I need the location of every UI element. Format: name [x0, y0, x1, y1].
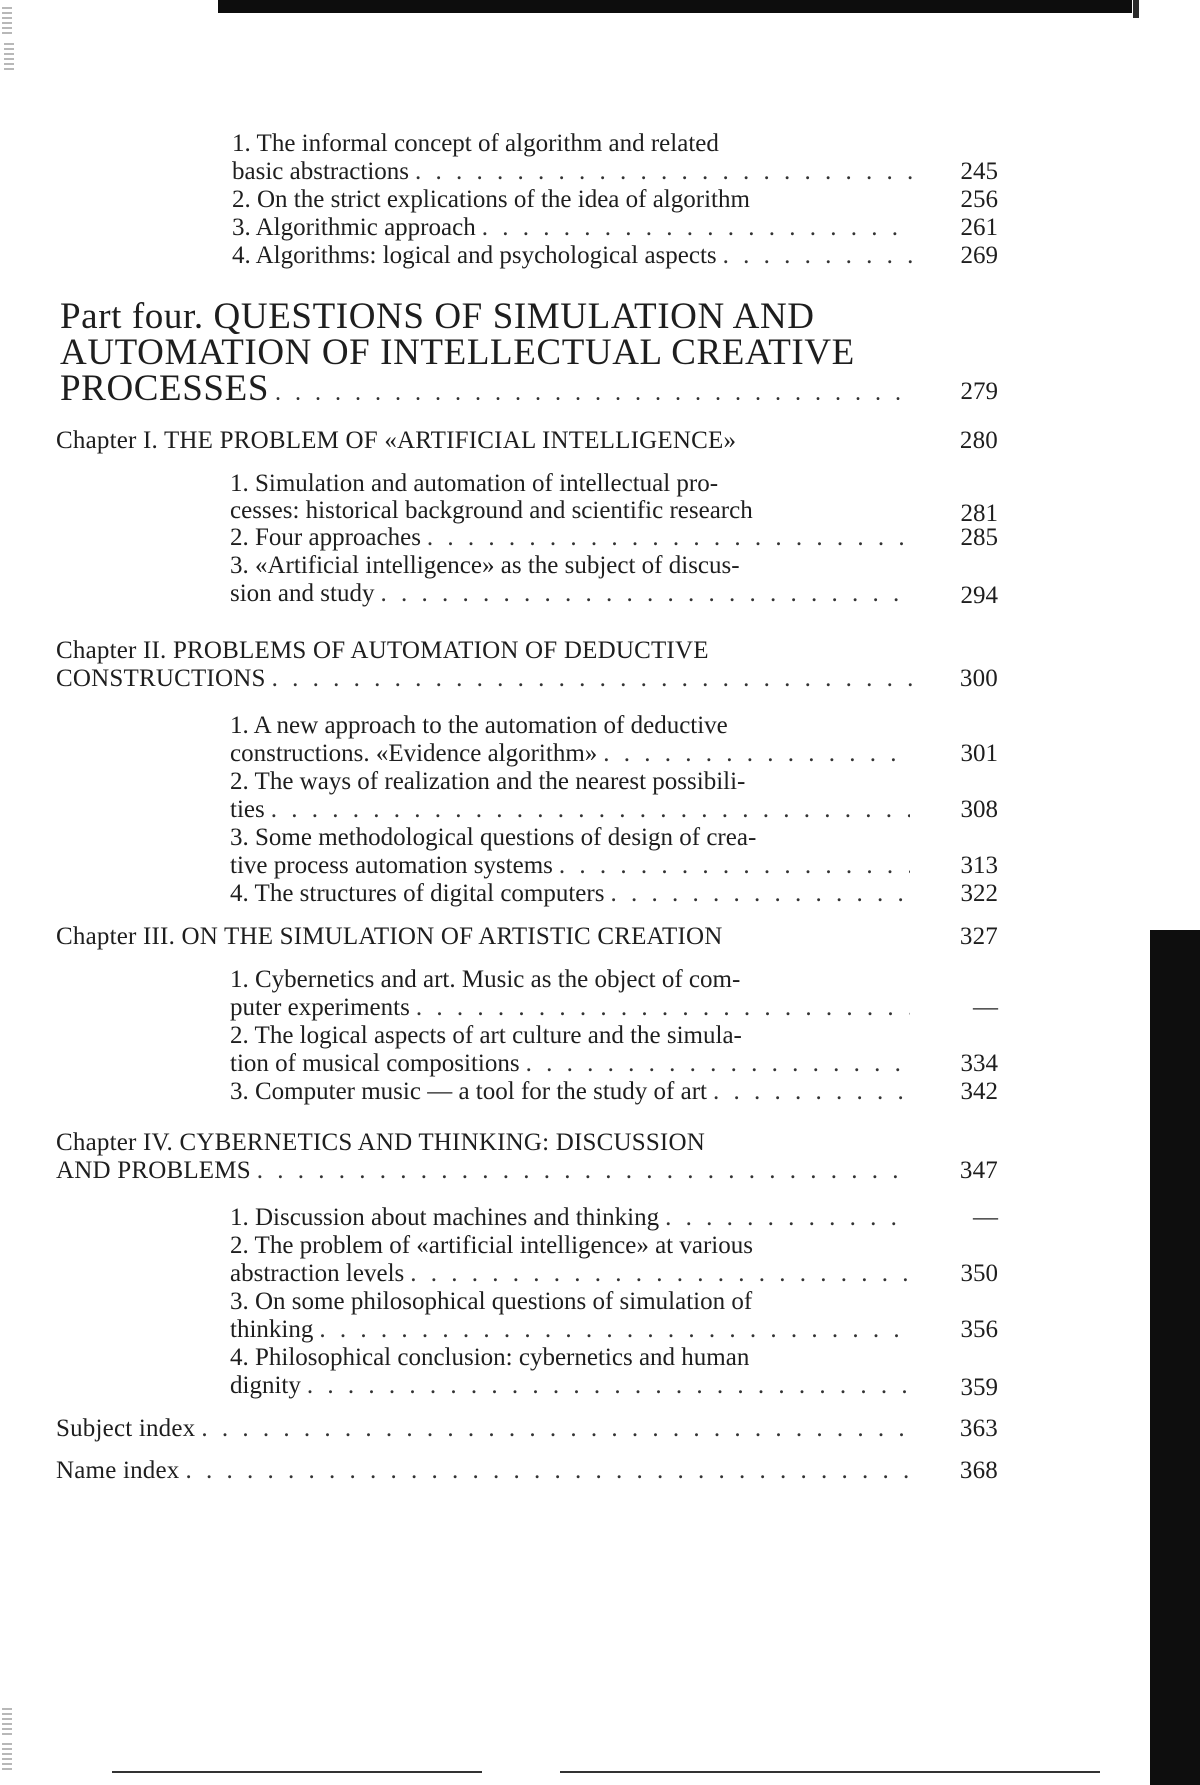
- leader-dots: [272, 664, 912, 693]
- leader-dots: [526, 1050, 910, 1078]
- toc-entry-line: abstraction levels: [230, 1260, 405, 1287]
- scan-noise: [2, 1740, 12, 1770]
- leader-dots: [723, 242, 912, 270]
- page-number: 301: [960, 740, 998, 767]
- scan-noise: [2, 1705, 12, 1735]
- scan-right-edge: [1150, 930, 1200, 1785]
- leader-dots: [275, 374, 912, 412]
- toc-entry-line: 2. On the strict explications of the idea of algorithm: [232, 186, 750, 213]
- toc-entry-line: 2. The problem of «artificial intelligence» at various: [230, 1232, 753, 1259]
- scan-bottom-rule-left: [112, 1771, 482, 1773]
- toc-entry-line: 1. The informal concept of algorithm and related: [232, 130, 719, 157]
- page-number: 368: [959, 1457, 998, 1484]
- page-number: 245: [960, 158, 998, 185]
- page-number: 261: [960, 214, 998, 241]
- page-number: 350: [960, 1260, 998, 1287]
- scan-top-edge: [218, 0, 1132, 13]
- leader-dots: [410, 1260, 910, 1288]
- page-number: 356: [960, 1316, 998, 1343]
- toc-entry-line: 4. Algorithms: logical and psychological aspects: [232, 242, 717, 269]
- toc-entry-line: tion of musical compositions: [230, 1050, 520, 1077]
- chapter-title-line: AND PROBLEMS: [56, 1157, 251, 1184]
- leader-dots: [185, 1456, 912, 1485]
- page-number: 281: [960, 500, 998, 527]
- part-heading-line: Part four. QUESTIONS OF SIMULATION AND: [60, 296, 815, 337]
- leader-dots: [559, 852, 910, 880]
- chapter-title: Chapter I. THE PROBLEM OF «ARTIFICIAL INTELLIGENCE»: [56, 427, 737, 454]
- toc-entry-line: sion and study: [230, 580, 375, 607]
- toc-entry-line: 1. Cybernetics and art. Music as the object of com-: [230, 966, 741, 993]
- chapter-title: Chapter III. ON THE SIMULATION OF ARTISTIC CREATION: [56, 923, 723, 950]
- page-number: 334: [960, 1050, 998, 1077]
- leader-dots: [319, 1316, 910, 1344]
- leader-dots: [427, 524, 910, 552]
- page-number: 279: [960, 378, 998, 405]
- page-number: —: [973, 994, 998, 1021]
- toc-entry-line: 2. Four approaches: [230, 524, 421, 551]
- scan-top-edge-mark: [1133, 0, 1139, 18]
- toc-entry-line: 2. The logical aspects of art culture and the simula-: [230, 1022, 742, 1049]
- toc-entry-line: tive process automation systems: [230, 852, 553, 879]
- toc-entry-line: thinking: [230, 1316, 314, 1343]
- toc-entry-line: 3. Computer music — a tool for the study of art: [230, 1078, 708, 1105]
- leader-dots: [271, 796, 910, 824]
- toc-entry-line: 3. Algorithmic approach: [232, 214, 476, 241]
- scan-bottom-rule-right: [560, 1771, 1100, 1773]
- page-number: 300: [959, 665, 998, 692]
- page-number: 294: [960, 582, 998, 609]
- page-number: 269: [960, 242, 998, 269]
- toc-entry-line: ties: [230, 796, 265, 823]
- toc-entry-line: cesses: historical background and scientific research: [230, 497, 753, 524]
- chapter-title-line: Chapter IV. CYBERNETICS AND THINKING: DISCUSSION: [56, 1129, 705, 1156]
- toc-entry-line: 1. Simulation and automation of intellectual pro-: [230, 470, 719, 497]
- index-title: Name index: [56, 1457, 180, 1484]
- scan-noise: [2, 4, 12, 34]
- chapter-title-line: CONSTRUCTIONS: [56, 665, 266, 692]
- chapter-title-line: Chapter II. PROBLEMS OF AUTOMATION OF DEDUCTIVE: [56, 637, 709, 664]
- page-number: 308: [960, 796, 998, 823]
- page-number: 322: [960, 880, 998, 907]
- page-number: 347: [959, 1157, 998, 1184]
- page-number: 359: [960, 1374, 998, 1401]
- leader-dots: [307, 1372, 910, 1400]
- toc-entry-line: 3. «Artificial intelligence» as the subject of discus-: [230, 552, 740, 579]
- scan-noise: [4, 40, 14, 70]
- page-number: 256: [960, 186, 998, 213]
- leader-dots: [713, 1078, 910, 1106]
- leader-dots: [482, 214, 912, 242]
- toc-entry-line: 3. On some philosophical questions of simulation of: [230, 1288, 753, 1315]
- toc-entry-line: 1. A new approach to the automation of deductive: [230, 712, 728, 739]
- toc-entry-line: 3. Some methodological questions of design of crea-: [230, 824, 757, 851]
- toc-entry-line: basic abstractions: [232, 158, 410, 185]
- leader-dots: [610, 880, 910, 908]
- toc-entry-line: 2. The ways of realization and the nearest possibili-: [230, 768, 746, 795]
- leader-dots: [416, 994, 910, 1022]
- part-heading-line: AUTOMATION OF INTELLECTUAL CREATIVE: [60, 332, 855, 373]
- page-number: —: [973, 1204, 998, 1231]
- leader-dots: [201, 1414, 912, 1443]
- page-number: 327: [959, 923, 998, 950]
- toc-entry-line: dignity: [230, 1372, 301, 1399]
- page-number: 313: [960, 852, 998, 879]
- page-number: 280: [959, 427, 998, 454]
- page-number: 342: [960, 1078, 998, 1105]
- leader-dots: [415, 158, 912, 186]
- page-number: 285: [960, 524, 998, 551]
- toc-entry-line: constructions. «Evidence algorithm»: [230, 740, 598, 767]
- leader-dots: [603, 740, 910, 768]
- toc-entry-line: 4. Philosophical conclusion: cybernetics and human: [230, 1344, 750, 1371]
- toc-entry-line: 1. Discussion about machines and thinking: [230, 1204, 660, 1231]
- leader-dots: [665, 1204, 910, 1232]
- toc-entry-line: puter experiments: [230, 994, 410, 1021]
- leader-dots: [257, 1156, 912, 1185]
- leader-dots: [380, 580, 910, 608]
- toc-entry-line: 4. The structures of digital computers: [230, 880, 605, 907]
- page-number: 363: [959, 1415, 998, 1442]
- index-title: Subject index: [56, 1415, 196, 1442]
- part-heading-line: PROCESSES: [60, 368, 269, 409]
